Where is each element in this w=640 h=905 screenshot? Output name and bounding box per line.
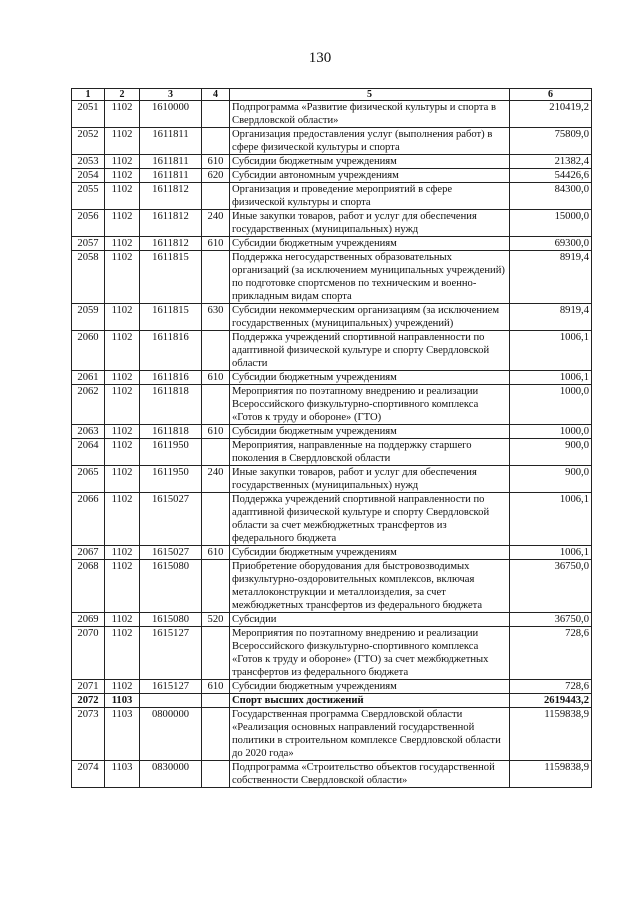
- item-name-cell: Подпрограмма «Развитие физической культуры и спорта в Свердловской области»: [230, 101, 510, 128]
- target-code-cell: 1611950: [140, 466, 202, 493]
- expense-type-cell: 610: [202, 546, 230, 560]
- table-row: [72, 439, 592, 466]
- amount-cell: 54426,6: [510, 169, 592, 183]
- item-name-cell: Субсидии бюджетным учреждениям: [230, 680, 510, 694]
- expense-type-cell: [202, 331, 230, 371]
- amount-cell: 15000,0: [510, 210, 592, 237]
- item-name-cell: Поддержка негосударственных образовательных организаций (за исключением муниципальных учреждений) по подготовке спортсменов по техническим и военно-прикладным видам спорта: [230, 251, 510, 304]
- amount-cell: 210419,2: [510, 101, 592, 128]
- target-code-cell: 1611811: [140, 155, 202, 169]
- amount-cell: 36750,0: [510, 560, 592, 613]
- section-code-cell: 1102: [105, 546, 140, 560]
- expense-type-cell: [202, 694, 230, 708]
- section-code-cell: 1103: [105, 694, 140, 708]
- item-name-cell: Приобретение оборудования для быстровозводимых физкультурно-оздоровительных комплексов, включая металлоконструкции и металлоизделия, за счет межбюджетных трансфертов из федерального бюджета: [230, 560, 510, 613]
- item-name-cell: Мероприятия по поэтапному внедрению и реализации Всероссийского физкультурно-спортивного комплекса «Готов к труду и обороне» (ГТО) за счет межбюджетных трансфертов из федерального бюджета: [230, 627, 510, 680]
- amount-cell: 728,6: [510, 680, 592, 694]
- page-number: 130: [308, 50, 332, 66]
- amount-cell: 8919,4: [510, 251, 592, 304]
- target-code-cell: 0800000: [140, 708, 202, 761]
- table-row: [72, 680, 592, 694]
- row-number-cell: 2067: [72, 546, 105, 560]
- target-code-cell: 1611815: [140, 304, 202, 331]
- amount-cell: 36750,0: [510, 613, 592, 627]
- item-name-cell: Иные закупки товаров, работ и услуг для обеспечения государственных (муниципальных) нужд: [230, 210, 510, 237]
- table-row: [72, 155, 592, 169]
- expense-type-cell: [202, 101, 230, 128]
- section-code-cell: 1102: [105, 210, 140, 237]
- section-code-cell: 1102: [105, 680, 140, 694]
- amount-cell: 900,0: [510, 439, 592, 466]
- target-code-cell: 1611812: [140, 210, 202, 237]
- row-number-cell: 2057: [72, 237, 105, 251]
- section-code-cell: 1102: [105, 439, 140, 466]
- expense-type-cell: [202, 183, 230, 210]
- expense-type-cell: [202, 493, 230, 546]
- item-name-cell: Мероприятия по поэтапному внедрению и реализации Всероссийского физкультурно-спортивного комплекса «Готов к труду и обороне» (ГТО): [230, 385, 510, 425]
- amount-cell: 1006,1: [510, 371, 592, 385]
- amount-cell: 69300,0: [510, 237, 592, 251]
- section-code-cell: 1102: [105, 613, 140, 627]
- row-number-cell: 2074: [72, 761, 105, 788]
- item-name-cell: Субсидии некоммерческим организациям (за исключением государственных (муниципальных) учреждений): [230, 304, 510, 331]
- table-row: [72, 101, 592, 128]
- row-number-cell: 2065: [72, 466, 105, 493]
- section-code-cell: 1102: [105, 371, 140, 385]
- item-name-cell: Субсидии бюджетным учреждениям: [230, 425, 510, 439]
- item-name-cell: Государственная программа Свердловской области «Реализация основных направлений государственной политики в строительном комплексе Свердловской области до 2020 года»: [230, 708, 510, 761]
- header-cell: 2: [105, 89, 140, 101]
- amount-cell: 900,0: [510, 466, 592, 493]
- table-row: [72, 210, 592, 237]
- row-number-cell: 2055: [72, 183, 105, 210]
- target-code-cell: 1615080: [140, 613, 202, 627]
- expense-type-cell: 520: [202, 613, 230, 627]
- table-row: [72, 128, 592, 155]
- row-number-cell: 2058: [72, 251, 105, 304]
- section-code-cell: 1102: [105, 251, 140, 304]
- header-cell: 5: [230, 89, 510, 101]
- row-number-cell: 2070: [72, 627, 105, 680]
- expense-type-cell: [202, 560, 230, 613]
- row-number-cell: 2066: [72, 493, 105, 546]
- target-code-cell: 1611950: [140, 439, 202, 466]
- section-code-cell: 1102: [105, 385, 140, 425]
- expense-type-cell: [202, 385, 230, 425]
- target-code-cell: [140, 694, 202, 708]
- target-code-cell: 1615080: [140, 560, 202, 613]
- row-number-cell: 2071: [72, 680, 105, 694]
- item-name-cell: Субсидии автономным учреждениям: [230, 169, 510, 183]
- expense-type-cell: 610: [202, 155, 230, 169]
- row-number-cell: 2056: [72, 210, 105, 237]
- amount-cell: 1159838,9: [510, 761, 592, 788]
- item-name-cell: Поддержка учреждений спортивной направленности по адаптивной физической культуре и спорту Свердловской области за счет межбюджетных трансфертов из федерального бюджета: [230, 493, 510, 546]
- item-name-cell: Субсидии: [230, 613, 510, 627]
- amount-cell: 1000,0: [510, 425, 592, 439]
- section-code-cell: 1102: [105, 128, 140, 155]
- table-row: [72, 560, 592, 613]
- expense-type-cell: [202, 128, 230, 155]
- item-name-cell: Подпрограмма «Строительство объектов государственной собственности Свердловской области»: [230, 761, 510, 788]
- table-row: [72, 331, 592, 371]
- section-code-cell: 1102: [105, 155, 140, 169]
- amount-cell: 8919,4: [510, 304, 592, 331]
- row-number-cell: 2059: [72, 304, 105, 331]
- expense-type-cell: 610: [202, 680, 230, 694]
- table-row: [72, 237, 592, 251]
- row-number-cell: 2072: [72, 694, 105, 708]
- row-number-cell: 2063: [72, 425, 105, 439]
- row-number-cell: 2052: [72, 128, 105, 155]
- item-name-cell: Субсидии бюджетным учреждениям: [230, 237, 510, 251]
- row-number-cell: 2068: [72, 560, 105, 613]
- budget-table: [71, 88, 592, 788]
- section-code-cell: 1102: [105, 627, 140, 680]
- header-cell: 4: [202, 89, 230, 101]
- table-row: [72, 425, 592, 439]
- amount-cell: 728,6: [510, 627, 592, 680]
- expense-type-cell: [202, 627, 230, 680]
- item-name-cell: Субсидии бюджетным учреждениям: [230, 546, 510, 560]
- section-code-cell: 1102: [105, 304, 140, 331]
- target-code-cell: 1611816: [140, 371, 202, 385]
- target-code-cell: 1615027: [140, 493, 202, 546]
- amount-cell: 84300,0: [510, 183, 592, 210]
- amount-cell: 1006,1: [510, 493, 592, 546]
- row-number-cell: 2051: [72, 101, 105, 128]
- amount-cell: 1006,1: [510, 331, 592, 371]
- target-code-cell: 1615127: [140, 627, 202, 680]
- target-code-cell: 1611818: [140, 425, 202, 439]
- item-name-cell: Субсидии бюджетным учреждениям: [230, 371, 510, 385]
- section-code-cell: 1102: [105, 493, 140, 546]
- table-row: [72, 304, 592, 331]
- row-number-cell: 2062: [72, 385, 105, 425]
- item-name-cell: Организация предоставления услуг (выполнения работ) в сфере физической культуры и спорта: [230, 128, 510, 155]
- table-row: [72, 251, 592, 304]
- table-row: [72, 546, 592, 560]
- item-name-cell: Мероприятия, направленные на поддержку старшего поколения в Свердловской области: [230, 439, 510, 466]
- expense-type-cell: 610: [202, 425, 230, 439]
- expense-type-cell: [202, 708, 230, 761]
- target-code-cell: 1610000: [140, 101, 202, 128]
- expense-type-cell: 620: [202, 169, 230, 183]
- amount-cell: 75809,0: [510, 128, 592, 155]
- section-code-cell: 1102: [105, 331, 140, 371]
- item-name-cell: Спорт высших достижений: [230, 694, 510, 708]
- section-code-cell: 1102: [105, 237, 140, 251]
- section-code-cell: 1102: [105, 560, 140, 613]
- table-row: [72, 761, 592, 788]
- table-row: [72, 694, 592, 708]
- expense-type-cell: 630: [202, 304, 230, 331]
- item-name-cell: Иные закупки товаров, работ и услуг для обеспечения государственных (муниципальных) нужд: [230, 466, 510, 493]
- section-code-cell: 1103: [105, 708, 140, 761]
- amount-cell: 2619443,2: [510, 694, 592, 708]
- table-row: [72, 466, 592, 493]
- target-code-cell: 0830000: [140, 761, 202, 788]
- header-cell: 3: [140, 89, 202, 101]
- item-name-cell: Субсидии бюджетным учреждениям: [230, 155, 510, 169]
- expense-type-cell: 240: [202, 466, 230, 493]
- expense-type-cell: 610: [202, 371, 230, 385]
- header-cell: 6: [510, 89, 592, 101]
- row-number-cell: 2073: [72, 708, 105, 761]
- item-name-cell: Поддержка учреждений спортивной направленности по адаптивной физической культуре и спорту Свердловской области: [230, 331, 510, 371]
- table-row: [72, 613, 592, 627]
- expense-type-cell: [202, 251, 230, 304]
- target-code-cell: 1615127: [140, 680, 202, 694]
- expense-type-cell: 610: [202, 237, 230, 251]
- header-cell: 1: [72, 89, 105, 101]
- target-code-cell: 1611812: [140, 183, 202, 210]
- expense-type-cell: 240: [202, 210, 230, 237]
- table-row: [72, 627, 592, 680]
- row-number-cell: 2069: [72, 613, 105, 627]
- target-code-cell: 1615027: [140, 546, 202, 560]
- section-code-cell: 1102: [105, 169, 140, 183]
- target-code-cell: 1611815: [140, 251, 202, 304]
- amount-cell: 1006,1: [510, 546, 592, 560]
- table-row: [72, 169, 592, 183]
- table-row: [72, 371, 592, 385]
- amount-cell: 1000,0: [510, 385, 592, 425]
- row-number-cell: 2054: [72, 169, 105, 183]
- section-code-cell: 1102: [105, 101, 140, 128]
- table-body: [72, 101, 592, 788]
- amount-cell: 1159838,9: [510, 708, 592, 761]
- row-number-cell: 2060: [72, 331, 105, 371]
- target-code-cell: 1611816: [140, 331, 202, 371]
- header-row: [72, 89, 592, 101]
- section-code-cell: 1102: [105, 466, 140, 493]
- table-row: [72, 493, 592, 546]
- table-row: [72, 708, 592, 761]
- section-code-cell: 1102: [105, 183, 140, 210]
- row-number-cell: 2061: [72, 371, 105, 385]
- table-row: [72, 385, 592, 425]
- row-number-cell: 2053: [72, 155, 105, 169]
- target-code-cell: 1611818: [140, 385, 202, 425]
- section-code-cell: 1103: [105, 761, 140, 788]
- target-code-cell: 1611811: [140, 128, 202, 155]
- section-code-cell: 1102: [105, 425, 140, 439]
- expense-type-cell: [202, 761, 230, 788]
- target-code-cell: 1611812: [140, 237, 202, 251]
- target-code-cell: 1611811: [140, 169, 202, 183]
- item-name-cell: Организация и проведение мероприятий в сфере физической культуры и спорта: [230, 183, 510, 210]
- expense-type-cell: [202, 439, 230, 466]
- table-row: [72, 183, 592, 210]
- amount-cell: 21382,4: [510, 155, 592, 169]
- row-number-cell: 2064: [72, 439, 105, 466]
